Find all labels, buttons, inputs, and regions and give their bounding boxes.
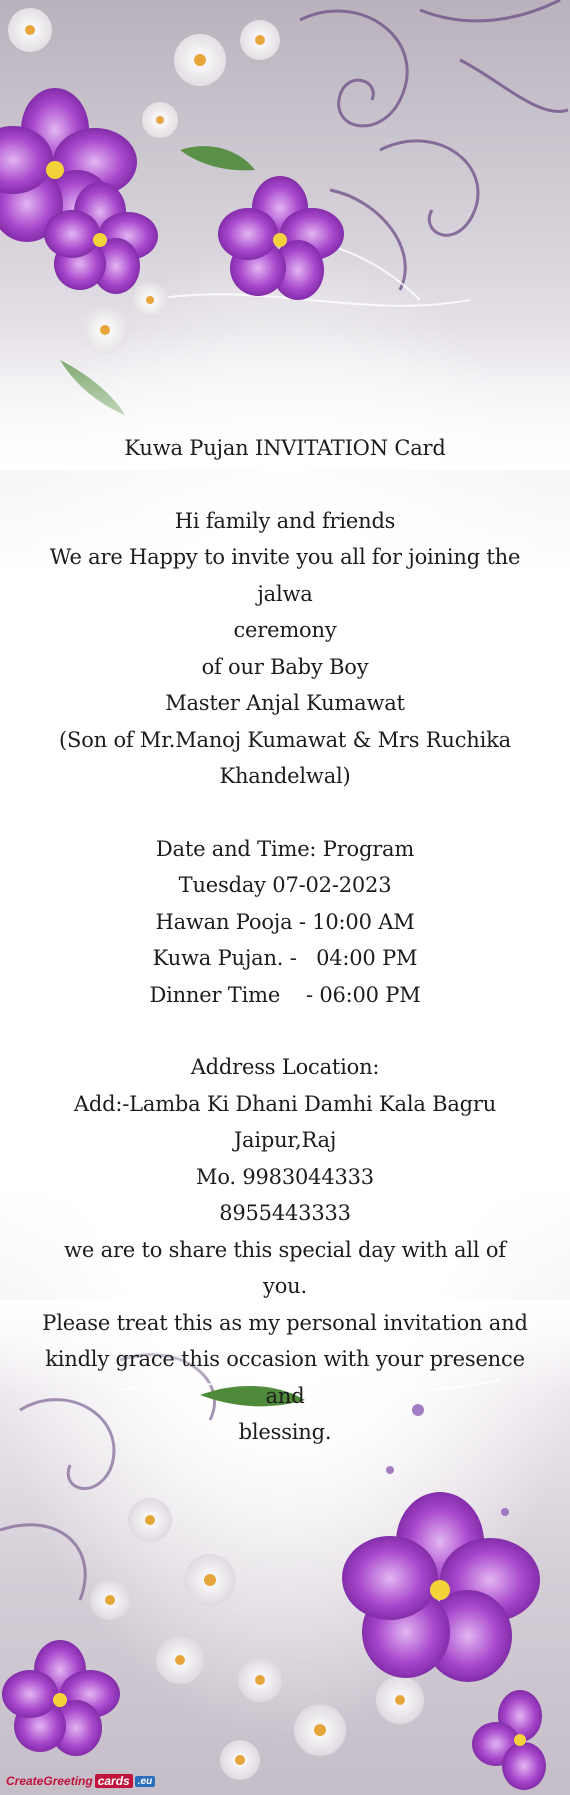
address-line-2: Jaipur,Raj (233, 1128, 337, 1152)
address-heading: Address Location: (190, 1055, 380, 1079)
watermark-logo[interactable] (2, 1770, 159, 1792)
watermark-brand: CreateGreeting (6, 1774, 93, 1788)
event-kuwa: Kuwa Pujan. - 04:00 PM (152, 946, 418, 970)
watermark-tld: .eu (135, 1776, 155, 1787)
phone-1: Mo. 9983044333 (196, 1164, 374, 1189)
invite-line-2: ceremony (233, 618, 337, 642)
phone-2: 8955443333 (219, 1201, 351, 1225)
invite-line-1: We are Happy to invite you all for joining the jalwa (49, 545, 521, 606)
closing-4: blessing. (238, 1420, 332, 1444)
watermark-chip: cards (95, 1774, 133, 1788)
closing-2: Please treat this as my personal invitation and (42, 1310, 528, 1335)
event-hawan: Hawan Pooja - 10:00 AM (155, 909, 415, 934)
schedule-heading: Date and Time: Program (155, 836, 415, 861)
address-line-1: Add:-Lamba Ki Dhani Damhi Kala Bagru (73, 1091, 497, 1116)
event-dinner: Dinner Time - 06:00 PM (149, 982, 421, 1007)
closing-1: we are to share this special day with all of you. (64, 1237, 506, 1298)
event-date: Tuesday 07-02-2023 (178, 873, 392, 897)
parents-line-2: Khandelwal) (219, 764, 351, 788)
greeting: Hi family and friends (174, 508, 396, 533)
parents-line-1: (Son of Mr.Manoj Kumawat & Mrs Ruchika (59, 727, 511, 752)
invitation-text (40, 430, 530, 1451)
top-floral-decoration (0, 0, 570, 470)
child-name: Master Anjal Kumawat (165, 691, 405, 715)
invite-line-3: of our Baby Boy (201, 654, 369, 679)
card-title: Kuwa Pujan INVITATION Card (124, 436, 446, 460)
closing-3: kindly grace this occasion with your presence and (45, 1347, 525, 1408)
